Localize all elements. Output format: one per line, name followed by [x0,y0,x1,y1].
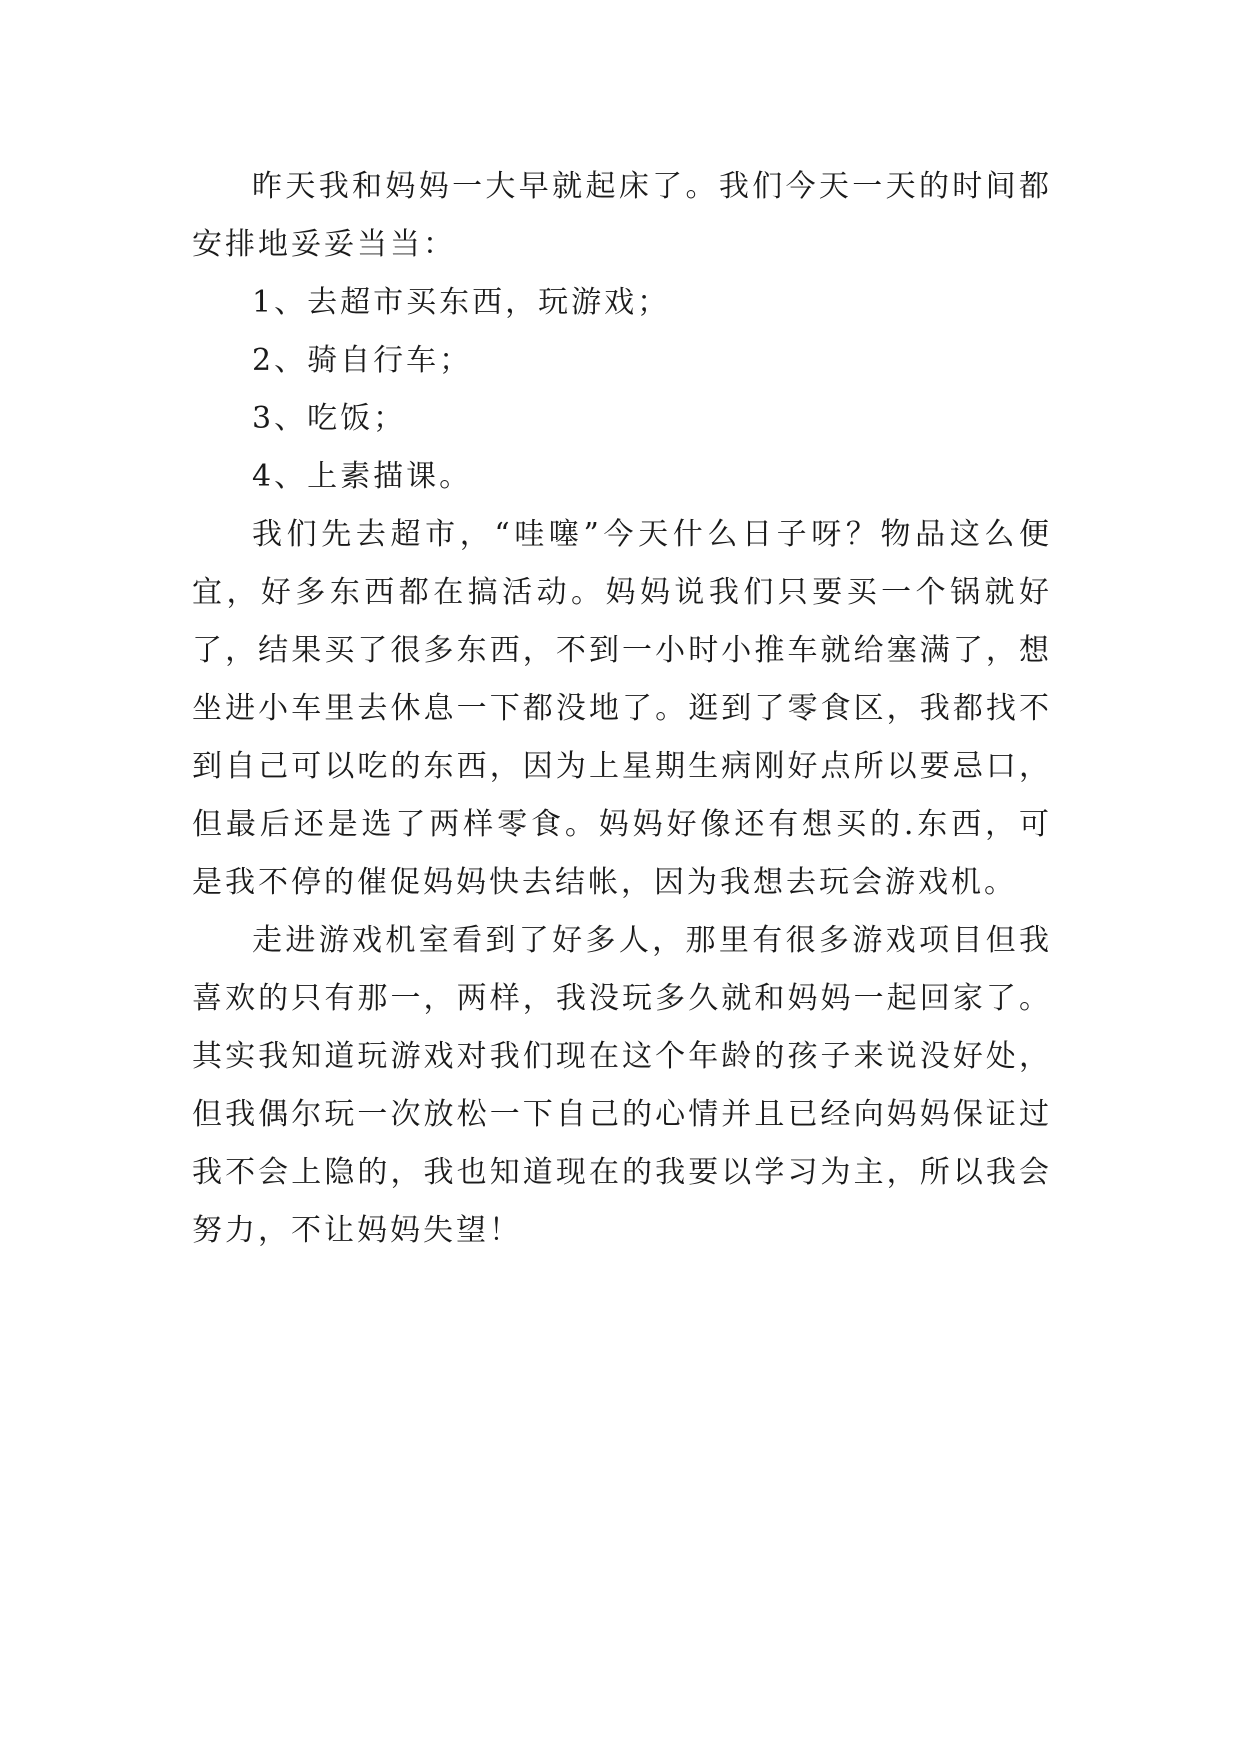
paragraph-arcade: 走进游戏机室看到了好多人，那里有很多游戏项目但我喜欢的只有那一，两样，我没玩多久就和妈妈一起回家了。其实我知道玩游戏对我们现在这个年龄的孩子来说没好处，但我偶尔玩一次放松一下自己的心情并且已经向妈妈保证过我不会上隐的，我也知道现在的我要以学习为主，所以我会努力，不让妈妈失望！ [192,923,1052,1248]
list-item-1: 1、去超市买东西，玩游戏； [252,285,671,320]
paragraph-intro: 昨天我和妈妈一大早就起床了。我们今天一天的时间都安排地妥妥当当： [192,169,1052,262]
paragraph-supermarket: 我们先去超市，“哇噻”今天什么日子呀？物品这么便宜，好多东西都在搞活动。妈妈说我们只要买一个锅就好了，结果买了很多东西，不到一小时小推车就给塞满了，想坐进小车里去休息一下都没地了。逛到了零食区，我都找不到自己可以吃的东西，因为上星期生病刚好点所以要忌口，但最后还是选了两样零食。妈妈好像还有想买的.东西，可是我不停的催促妈妈快去结帐，因为我想去玩会游戏机。 [192,517,1052,900]
list-item-3: 3、吃饭； [252,401,407,436]
list-item-2: 2、骑自行车； [252,343,473,378]
document-body [192,158,1052,1260]
list-item-4: 4、上素描课。 [252,459,473,494]
